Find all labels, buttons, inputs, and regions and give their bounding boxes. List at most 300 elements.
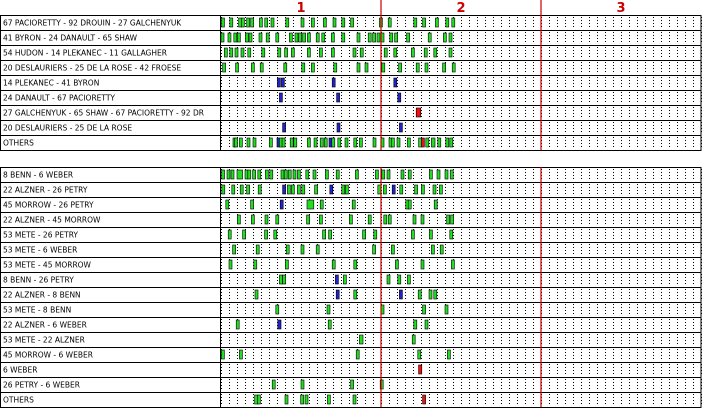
grid-dot	[261, 295, 262, 296]
grid-dot	[509, 122, 510, 123]
grid-dot	[325, 307, 326, 308]
grid-dot	[549, 131, 550, 132]
grid-dot	[693, 146, 694, 147]
grid-dot	[637, 289, 638, 290]
grid-dot	[685, 101, 686, 102]
grid-dot	[485, 77, 486, 78]
grid-dot	[405, 169, 406, 170]
grid-dot	[397, 298, 398, 299]
grid-dot	[613, 247, 614, 248]
grid-dot	[557, 193, 558, 194]
grid-dot	[581, 116, 582, 117]
grid-dot	[221, 232, 222, 233]
grid-dot	[413, 175, 414, 176]
grid-dot	[629, 292, 630, 293]
grid-dot	[357, 304, 358, 305]
grid-dot	[277, 101, 278, 102]
shift-bar	[373, 138, 376, 147]
shift-bar	[297, 185, 300, 194]
grid-dot	[429, 116, 430, 117]
grid-dot	[341, 232, 342, 233]
grid-dot	[405, 235, 406, 236]
grid-dot	[309, 295, 310, 296]
grid-dot	[509, 187, 510, 188]
grid-dot	[565, 172, 566, 173]
grid-dot	[517, 187, 518, 188]
grid-dot	[461, 277, 462, 278]
grid-dot	[357, 232, 358, 233]
grid-dot	[229, 304, 230, 305]
grid-dot	[461, 280, 462, 281]
grid-dot	[581, 98, 582, 99]
grid-dot	[293, 253, 294, 254]
grid-dot	[301, 202, 302, 203]
grid-dot	[317, 131, 318, 132]
grid-dot	[685, 223, 686, 224]
grid-dot	[573, 274, 574, 275]
grid-dot	[421, 277, 422, 278]
grid-dot	[365, 199, 366, 200]
grid-dot	[685, 199, 686, 200]
grid-dot	[685, 80, 686, 81]
grid-dot	[237, 253, 238, 254]
grid-dot	[437, 277, 438, 278]
grid-dot	[461, 71, 462, 72]
grid-dot	[269, 307, 270, 308]
grid-dot	[509, 313, 510, 314]
grid-dot	[357, 92, 358, 93]
shift-bar	[373, 33, 376, 42]
grid-dot	[677, 116, 678, 117]
grid-dot	[341, 47, 342, 48]
grid-dot	[573, 289, 574, 290]
grid-dot	[365, 50, 366, 51]
grid-dot	[357, 26, 358, 27]
grid-dot	[461, 110, 462, 111]
grid-dot	[517, 310, 518, 311]
grid-dot	[557, 143, 558, 144]
grid-dot	[613, 250, 614, 251]
grid-dot	[613, 172, 614, 173]
grid-dot	[461, 77, 462, 78]
grid-dot	[373, 289, 374, 290]
grid-dot	[421, 253, 422, 254]
grid-dot	[405, 41, 406, 42]
grid-dot	[693, 122, 694, 123]
grid-dot	[269, 277, 270, 278]
grid-dot	[613, 26, 614, 27]
grid-dot	[477, 268, 478, 269]
grid-dot	[485, 187, 486, 188]
grid-dot	[365, 217, 366, 218]
grid-dot	[301, 178, 302, 179]
grid-dot	[349, 62, 350, 63]
grid-dot	[317, 289, 318, 290]
grid-dot	[613, 214, 614, 215]
grid-dot	[405, 35, 406, 36]
grid-dot	[677, 20, 678, 21]
grid-dot	[525, 220, 526, 221]
grid-dot	[221, 229, 222, 230]
grid-dot	[493, 238, 494, 239]
grid-dot	[421, 122, 422, 123]
grid-dot	[261, 169, 262, 170]
grid-dot	[325, 50, 326, 51]
grid-dot	[605, 83, 606, 84]
grid-dot	[589, 223, 590, 224]
grid-dot	[565, 217, 566, 218]
shift-bar	[283, 275, 286, 284]
row-label: 22 ALZNER - 26 PETRY	[3, 185, 88, 195]
grid-dot	[685, 232, 686, 233]
grid-dot	[677, 280, 678, 281]
grid-dot	[349, 253, 350, 254]
grid-dot	[277, 26, 278, 27]
grid-dot	[573, 253, 574, 254]
grid-dot	[221, 217, 222, 218]
shift-bar	[398, 93, 401, 102]
grid-dot	[429, 62, 430, 63]
grid-dot	[277, 265, 278, 266]
grid-dot	[557, 208, 558, 209]
grid-dot	[413, 101, 414, 102]
grid-dot	[389, 250, 390, 251]
grid-dot	[557, 289, 558, 290]
grid-dot	[389, 229, 390, 230]
grid-dot	[301, 113, 302, 114]
grid-dot	[421, 169, 422, 170]
grid-dot	[301, 77, 302, 78]
grid-dot	[477, 101, 478, 102]
grid-dot	[253, 304, 254, 305]
grid-dot	[517, 220, 518, 221]
grid-dot	[493, 184, 494, 185]
grid-dot	[517, 262, 518, 263]
grid-dot	[645, 292, 646, 293]
grid-dot	[549, 140, 550, 141]
grid-dot	[245, 26, 246, 27]
grid-dot	[317, 113, 318, 114]
grid-dot	[693, 95, 694, 96]
grid-dot	[269, 304, 270, 305]
grid-dot	[421, 172, 422, 173]
grid-dot	[597, 140, 598, 141]
shift-bar	[233, 245, 236, 254]
grid-dot	[413, 295, 414, 296]
grid-dot	[669, 205, 670, 206]
grid-dot	[501, 262, 502, 263]
grid-dot	[445, 110, 446, 111]
grid-dot	[253, 322, 254, 323]
grid-dot	[429, 193, 430, 194]
grid-dot	[437, 235, 438, 236]
grid-dot	[317, 98, 318, 99]
grid-dot	[565, 190, 566, 191]
grid-dot	[469, 68, 470, 69]
grid-dot	[469, 62, 470, 63]
grid-dot	[637, 169, 638, 170]
grid-dot	[405, 50, 406, 51]
grid-dot	[613, 137, 614, 138]
grid-dot	[597, 56, 598, 57]
grid-dot	[661, 313, 662, 314]
grid-dot	[549, 274, 550, 275]
grid-dot	[501, 289, 502, 290]
grid-dot	[221, 101, 222, 102]
grid-dot	[685, 262, 686, 263]
grid-dot	[269, 77, 270, 78]
shift-bar	[397, 138, 400, 147]
grid-dot	[437, 295, 438, 296]
grid-dot	[277, 131, 278, 132]
grid-dot	[565, 80, 566, 81]
grid-dot	[349, 140, 350, 141]
grid-dot	[341, 295, 342, 296]
grid-dot	[501, 26, 502, 27]
grid-dot	[405, 190, 406, 191]
grid-dot	[549, 310, 550, 311]
grid-dot	[309, 280, 310, 281]
grid-dot	[445, 247, 446, 248]
grid-dot	[573, 208, 574, 209]
grid-dot	[557, 202, 558, 203]
grid-dot	[685, 107, 686, 108]
grid-dot	[421, 23, 422, 24]
grid-dot	[357, 259, 358, 260]
grid-dot	[581, 202, 582, 203]
grid-dot	[581, 253, 582, 254]
grid-dot	[573, 20, 574, 21]
grid-dot	[245, 220, 246, 221]
grid-dot	[493, 214, 494, 215]
grid-dot	[477, 214, 478, 215]
grid-dot	[237, 280, 238, 281]
grid-dot	[629, 62, 630, 63]
grid-dot	[341, 71, 342, 72]
grid-dot	[565, 277, 566, 278]
grid-dot	[589, 83, 590, 84]
grid-dot	[285, 205, 286, 206]
grid-dot	[493, 229, 494, 230]
grid-dot	[573, 17, 574, 18]
grid-dot	[269, 131, 270, 132]
grid-dot	[677, 56, 678, 57]
shift-bar	[237, 170, 243, 179]
grid-dot	[333, 169, 334, 170]
grid-dot	[301, 235, 302, 236]
grid-dot	[453, 313, 454, 314]
grid-dot	[517, 217, 518, 218]
grid-dot	[389, 95, 390, 96]
grid-dot	[405, 86, 406, 87]
grid-dot	[245, 289, 246, 290]
grid-dot	[413, 283, 414, 284]
grid-dot	[245, 262, 246, 263]
grid-dot	[629, 65, 630, 66]
grid-dot	[461, 298, 462, 299]
grid-dot	[629, 146, 630, 147]
grid-dot	[261, 122, 262, 123]
grid-dot	[245, 86, 246, 87]
grid-dot	[485, 143, 486, 144]
grid-dot	[629, 310, 630, 311]
grid-dot	[605, 71, 606, 72]
grid-dot	[581, 113, 582, 114]
grid-dot	[485, 259, 486, 260]
grid-dot	[621, 41, 622, 42]
grid-dot	[661, 253, 662, 254]
grid-dot	[517, 253, 518, 254]
grid-dot	[341, 128, 342, 129]
grid-dot	[477, 283, 478, 284]
grid-dot	[693, 193, 694, 194]
grid-dot	[269, 193, 270, 194]
shift-bar	[411, 48, 414, 57]
row-label: 20 DESLAURIERS - 25 DE LA ROSE - 42 FROESE	[3, 63, 182, 73]
grid-dot	[229, 208, 230, 209]
grid-dot	[685, 250, 686, 251]
grid-dot	[469, 32, 470, 33]
grid-dot	[405, 268, 406, 269]
grid-dot	[525, 116, 526, 117]
grid-dot	[589, 92, 590, 93]
grid-dot	[341, 262, 342, 263]
grid-dot	[405, 238, 406, 239]
grid-dot	[245, 310, 246, 311]
grid-dot	[661, 274, 662, 275]
grid-dot	[581, 23, 582, 24]
grid-dot	[477, 277, 478, 278]
grid-dot	[349, 205, 350, 206]
grid-dot	[501, 47, 502, 48]
grid-dot	[309, 229, 310, 230]
grid-dot	[565, 86, 566, 87]
grid-dot	[461, 244, 462, 245]
grid-dot	[685, 47, 686, 48]
grid-dot	[477, 92, 478, 93]
grid-dot	[341, 143, 342, 144]
grid-dot	[221, 253, 222, 254]
grid-dot	[557, 175, 558, 176]
grid-dot	[477, 247, 478, 248]
grid-dot	[301, 95, 302, 96]
grid-dot	[629, 217, 630, 218]
grid-dot	[565, 298, 566, 299]
grid-dot	[653, 86, 654, 87]
grid-dot	[493, 95, 494, 96]
shift-bar	[338, 138, 341, 147]
grid-dot	[517, 313, 518, 314]
grid-dot	[429, 310, 430, 311]
grid-dot	[357, 253, 358, 254]
grid-dot	[477, 98, 478, 99]
grid-dot	[685, 187, 686, 188]
shift-bar	[279, 275, 282, 284]
grid-dot	[325, 244, 326, 245]
shift-bar	[277, 78, 280, 87]
grid-dot	[269, 214, 270, 215]
grid-dot	[669, 268, 670, 269]
grid-dot	[421, 235, 422, 236]
grid-dot	[445, 274, 446, 275]
grid-dot	[621, 68, 622, 69]
grid-dot	[341, 107, 342, 108]
grid-dot	[645, 280, 646, 281]
grid-dot	[525, 131, 526, 132]
grid-dot	[429, 53, 430, 54]
shift-bar	[382, 170, 385, 179]
shift-bar	[349, 215, 352, 224]
grid-dot	[373, 23, 374, 24]
grid-dot	[317, 280, 318, 281]
grid-dot	[693, 295, 694, 296]
grid-dot	[357, 98, 358, 99]
shift-bar	[320, 138, 323, 147]
grid-dot	[517, 232, 518, 233]
grid-dot	[245, 202, 246, 203]
shift-bar	[279, 93, 282, 102]
grid-dot	[413, 187, 414, 188]
grid-dot	[325, 208, 326, 209]
grid-dot	[509, 265, 510, 266]
grid-dot	[493, 50, 494, 51]
grid-dot	[525, 190, 526, 191]
row-label: 41 BYRON - 24 DANAULT - 65 SHAW	[3, 33, 138, 43]
grid-dot	[621, 113, 622, 114]
shift-bar	[450, 170, 453, 179]
grid-dot	[277, 110, 278, 111]
grid-dot	[549, 32, 550, 33]
grid-dot	[437, 292, 438, 293]
grid-dot	[645, 17, 646, 18]
grid-dot	[397, 229, 398, 230]
grid-dot	[685, 71, 686, 72]
grid-dot	[597, 298, 598, 299]
grid-dot	[549, 187, 550, 188]
grid-dot	[629, 116, 630, 117]
grid-dot	[429, 265, 430, 266]
grid-dot	[597, 169, 598, 170]
grid-dot	[485, 313, 486, 314]
shift-bar	[307, 215, 310, 224]
grid-dot	[453, 113, 454, 114]
grid-dot	[685, 137, 686, 138]
grid-dot	[485, 62, 486, 63]
grid-dot	[637, 307, 638, 308]
grid-dot	[605, 238, 606, 239]
grid-dot	[341, 62, 342, 63]
grid-dot	[309, 292, 310, 293]
grid-dot	[637, 137, 638, 138]
grid-dot	[637, 172, 638, 173]
grid-dot	[533, 223, 534, 224]
grid-dot	[429, 71, 430, 72]
grid-dot	[477, 128, 478, 129]
grid-dot	[245, 190, 246, 191]
grid-dot	[685, 122, 686, 123]
grid-dot	[517, 131, 518, 132]
grid-dot	[525, 223, 526, 224]
shift-bar	[334, 63, 337, 72]
grid-dot	[421, 53, 422, 54]
grid-dot	[285, 307, 286, 308]
grid-dot	[301, 128, 302, 129]
grid-dot	[629, 131, 630, 132]
grid-dot	[549, 253, 550, 254]
shift-bar	[391, 245, 394, 254]
grid-dot	[301, 122, 302, 123]
grid-dot	[261, 178, 262, 179]
